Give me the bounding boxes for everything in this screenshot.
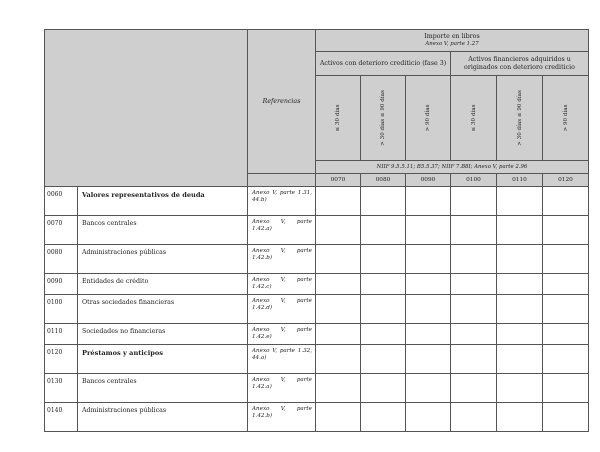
row-code: 0080: [45, 245, 78, 274]
row-code: 0070: [45, 216, 78, 245]
data-cell[interactable]: [451, 216, 497, 245]
row-label: Préstamos y anticipos: [78, 345, 248, 374]
data-cell[interactable]: [451, 295, 497, 324]
data-cell[interactable]: [497, 374, 543, 403]
column-code: 0100: [451, 174, 497, 187]
table-row: [45, 295, 589, 324]
data-cell[interactable]: [451, 187, 497, 216]
importe-title: Importe en libros: [424, 33, 480, 41]
subcol-label: > 90 días: [562, 104, 569, 132]
data-cell[interactable]: [451, 403, 497, 432]
data-cell[interactable]: [316, 324, 361, 345]
data-cell[interactable]: [316, 187, 361, 216]
data-cell[interactable]: [497, 216, 543, 245]
data-cell[interactable]: [543, 403, 589, 432]
corner-blank-cell: [45, 30, 248, 187]
row-reference: Anexo V, parte 1.42.b): [248, 403, 316, 432]
row-reference: Anexo V, parte 1.42.b): [248, 245, 316, 274]
row-label: Bancos centrales: [78, 216, 248, 245]
column-code: 0110: [497, 174, 543, 187]
subcol-label: ≤ 30 días: [470, 104, 477, 132]
data-cell[interactable]: [451, 324, 497, 345]
data-cell[interactable]: [543, 274, 589, 295]
column-code: 0090: [406, 174, 451, 187]
table-row: [45, 324, 589, 345]
row-reference: Anexo V, parte 1.42.a): [248, 216, 316, 245]
data-cell[interactable]: [451, 274, 497, 295]
table-row: [45, 187, 589, 216]
row-code: 0130: [45, 374, 78, 403]
row-reference: Anexo V, parte 1.32, 44.a): [248, 345, 316, 374]
data-cell[interactable]: [361, 274, 406, 295]
data-cell[interactable]: [543, 374, 589, 403]
row-label: Otras sociedades financieras: [78, 295, 248, 324]
row-code: 0090: [45, 274, 78, 295]
column-code: 0120: [543, 174, 589, 187]
row-code: 0120: [45, 345, 78, 374]
subcol-header: [316, 76, 361, 161]
subcol-header: [406, 76, 451, 161]
referencias-code-blank: [248, 174, 316, 187]
data-cell[interactable]: [406, 216, 451, 245]
column-code: 0080: [361, 174, 406, 187]
table-row: [45, 245, 589, 274]
data-cell[interactable]: [497, 295, 543, 324]
norms-reference: NIIF 9.5.5.11; B5.5.37; NIIF 7.B8I; Anexo V, parte 2.96: [316, 161, 589, 174]
data-cell[interactable]: [543, 216, 589, 245]
data-cell[interactable]: [497, 245, 543, 274]
data-cell[interactable]: [497, 324, 543, 345]
data-cell[interactable]: [361, 245, 406, 274]
data-cell[interactable]: [361, 295, 406, 324]
row-label: Sociedades no financieras: [78, 324, 248, 345]
data-cell[interactable]: [406, 274, 451, 295]
subcol-label: ≤ 30 días: [335, 104, 341, 132]
data-cell[interactable]: [451, 345, 497, 374]
row-code: 0110: [45, 324, 78, 345]
row-reference: Anexo V, parte 1.42.e): [248, 324, 316, 345]
data-cell[interactable]: [543, 324, 589, 345]
data-cell[interactable]: [406, 295, 451, 324]
row-code: 0140: [45, 403, 78, 432]
data-cell[interactable]: [451, 245, 497, 274]
group-header-stage3: Activos con deterioro crediticio (fase 3): [316, 52, 451, 76]
data-cell[interactable]: [316, 274, 361, 295]
data-cell[interactable]: [543, 345, 589, 374]
financial-report-table: [44, 29, 589, 432]
subcol-header: [543, 76, 589, 161]
row-reference: Anexo V, parte 1.42.a): [248, 374, 316, 403]
table-body: [45, 187, 589, 432]
data-cell[interactable]: [497, 187, 543, 216]
row-code: 0100: [45, 295, 78, 324]
data-cell[interactable]: [406, 187, 451, 216]
data-cell[interactable]: [406, 345, 451, 374]
row-reference: Anexo V, parte 1.42.d): [248, 295, 316, 324]
data-cell[interactable]: [543, 295, 589, 324]
data-cell[interactable]: [316, 374, 361, 403]
row-label: Administraciones públicas: [78, 403, 248, 432]
importe-ref: Anexo V, parte 1.27: [425, 41, 479, 48]
subcol-label: > 30 días ≤ 90 días: [516, 90, 523, 146]
data-cell[interactable]: [406, 245, 451, 274]
data-cell[interactable]: [361, 324, 406, 345]
subcol-header: [497, 76, 543, 161]
row-reference: Anexo V, parte 1.31, 44.b): [248, 187, 316, 216]
table-row: [45, 274, 589, 295]
table-row: [45, 216, 589, 245]
data-cell[interactable]: [361, 374, 406, 403]
data-cell[interactable]: [406, 403, 451, 432]
data-cell[interactable]: [361, 187, 406, 216]
row-reference: Anexo V, parte 1.42.c): [248, 274, 316, 295]
data-cell[interactable]: [361, 403, 406, 432]
data-cell[interactable]: [361, 216, 406, 245]
data-cell[interactable]: [497, 274, 543, 295]
row-code: 0060: [45, 187, 78, 216]
row-label: Administraciones públicas: [78, 245, 248, 274]
data-cell[interactable]: [316, 295, 361, 324]
column-code: 0070: [316, 174, 361, 187]
data-cell[interactable]: [316, 216, 361, 245]
subcol-header: [451, 76, 497, 161]
row-label: Bancos centrales: [78, 374, 248, 403]
data-cell[interactable]: [543, 187, 589, 216]
importe-header: [316, 30, 589, 52]
row-label: Valores representativos de deuda: [78, 187, 248, 216]
group-header-poci: Activos financieros adquiridos u originados con deterioro crediticio: [451, 52, 589, 76]
data-cell[interactable]: [361, 345, 406, 374]
data-cell[interactable]: [406, 374, 451, 403]
subcol-header: [361, 76, 406, 161]
data-cell[interactable]: [451, 374, 497, 403]
data-cell[interactable]: [543, 245, 589, 274]
data-cell[interactable]: [316, 245, 361, 274]
data-cell[interactable]: [406, 324, 451, 345]
data-cell[interactable]: [497, 403, 543, 432]
data-cell[interactable]: [316, 345, 361, 374]
row-label: Entidades de crédito: [78, 274, 248, 295]
data-cell[interactable]: [497, 345, 543, 374]
table-row: [45, 345, 589, 374]
table-row: [45, 403, 589, 432]
referencias-label: Referencias: [262, 97, 301, 105]
subcol-label: > 90 días: [425, 104, 431, 132]
referencias-header: [248, 30, 316, 174]
table-row: [45, 374, 589, 403]
subcol-label: > 30 días ≤ 90 días: [380, 90, 386, 146]
data-cell[interactable]: [316, 403, 361, 432]
